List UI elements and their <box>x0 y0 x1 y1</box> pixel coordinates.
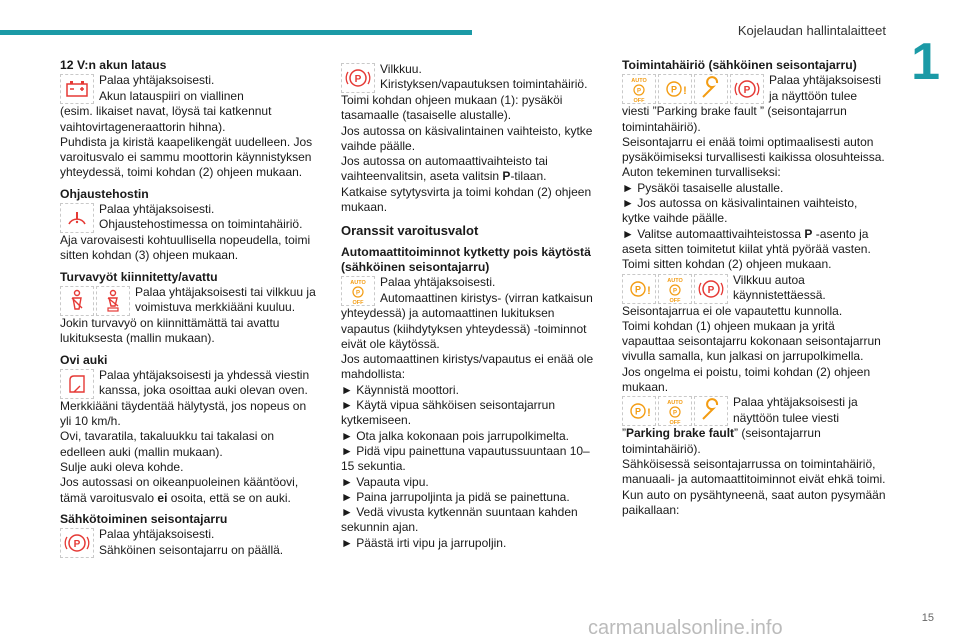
svg-text:P: P <box>634 406 642 417</box>
doors-icon-block <box>60 368 318 399</box>
column-2 <box>341 58 599 551</box>
svg-text:P: P <box>354 74 362 85</box>
auto-off-line-1: Vilkkuu autoa käynnistettäessä. <box>733 272 826 302</box>
svg-text:OFF: OFF <box>669 297 681 303</box>
auto-bullet-4: ► Pidä vipu painettuna vapautussuuntaan 10–15 sekuntia. <box>341 443 590 474</box>
epb-line-1: Palaa yhtäjaksoisesti. <box>99 527 215 542</box>
battery-line-1: Palaa yhtäjaksoisesti. <box>99 73 215 88</box>
svg-text:P: P <box>672 288 678 295</box>
doors-text-4: Jos autossasi on oikeanpuoleinen kääntöovi, tämä varoitusvalo ei osoita, että se on auki. <box>60 475 299 505</box>
parking-brake-icon <box>60 528 94 558</box>
svg-text:P: P <box>636 88 642 95</box>
section-title-belts: Turvavyöt kiinnitetty/avattu <box>60 269 218 284</box>
malf-text-3: Auton tekeminen turvalliseksi: <box>622 165 781 180</box>
malf-text-1: viesti ”Parking brake fault ” (seisontajarrun toimintahäiriö). <box>622 104 847 134</box>
svg-text:!: ! <box>683 85 687 98</box>
fault-line-1: Palaa yhtäjaksoisesti ja näyttöön tulee viesti <box>733 395 858 425</box>
epb-icon-block <box>60 527 318 558</box>
fault-icon-block <box>622 395 887 426</box>
svg-text:P: P <box>670 84 678 95</box>
auto-off-icon <box>658 396 692 426</box>
parking-brake-icon <box>694 274 728 304</box>
auto-icon-block <box>341 275 599 306</box>
header-bar <box>0 30 472 35</box>
brake-exclamation-icon <box>658 74 692 104</box>
svg-text:P: P <box>73 539 81 551</box>
epb-line-2: Sähköinen seisontajarru on päällä. <box>99 542 284 557</box>
chapter-number: 1 <box>911 33 940 91</box>
malf-text-6: ► Valitse automaattivaihteistossa P -asento ja aseta sitten toimitetut kiilat yhtä pyörää vasten. <box>622 226 871 256</box>
auto-text-1: yhteydessä) ja automaattinen lukituksen vapautus (kiihdytyksen yhteydessä) -toiminnot eivät ole käytössä. <box>341 306 587 351</box>
battery-line-2: Akun latauspiiri on viallinen <box>99 88 244 103</box>
steering-text-1: Aja varovaisesti kohtuullisella nopeudella, toimi sitten kohdan (3) ohjeen mukaan. <box>60 233 311 263</box>
svg-text:AUTO: AUTO <box>350 280 366 287</box>
auto-bullet-8: ► Päästä irti vipu ja jarrupoljin. <box>341 535 507 550</box>
auto-off-icon-block <box>622 273 887 304</box>
parking-brake-icon <box>341 63 375 93</box>
section-title-malfunction: Toimintahäiriö (sähköinen seisontajarru) <box>622 58 857 72</box>
svg-text:P: P <box>634 284 642 295</box>
auto-off-icon <box>622 74 656 104</box>
auto-off-text-1: Seisontajarrua ei ole vapautettu kunnolla. <box>622 303 843 318</box>
malf-icon-block <box>622 73 887 104</box>
blink-text-1: Toimi kohdan ohjeen mukaan (1): pysäköi tasamaalle (tasaiselle alustalle). <box>341 93 563 123</box>
doors-text-3: Sulje auki oleva kohde. <box>60 460 184 475</box>
brake-exclamation-icon <box>622 396 656 426</box>
malf-text-7: Toimi sitten kohdan (2) ohjeen mukaan. <box>622 257 832 272</box>
doors-text-2: Ovi, tavaratila, takaluukku tai takalasi on edelleen auki (mallin mukaan). <box>60 429 275 459</box>
section-title-steering: Ohjaustehostin <box>60 186 149 201</box>
auto-bullet-6: ► Paina jarrupoljinta ja pidä se painettuna. <box>341 489 570 504</box>
svg-text:!: ! <box>647 284 651 297</box>
watermark: carmanualsonline.info <box>588 617 783 639</box>
svg-text:OFF: OFF <box>633 98 645 104</box>
malf-text-2: Seisontajarru ei enää toimi optimaalisesti auton pysäköimiseksi turvallisesti kaikissa olosuhteissa. <box>622 134 885 165</box>
svg-text:P: P <box>672 410 678 417</box>
fault-text-1: Sähköisessä seisontajarrussa on toimintahäiriö, manuaali- ja automaattitoiminnot eivät ehkä toimi. <box>622 456 886 487</box>
seatbelt-icon <box>60 286 94 316</box>
svg-text:OFF: OFF <box>669 420 681 426</box>
auto-bullet-3: ► Ota jalka kokonaan pois jarrupolkimelta. <box>341 428 569 443</box>
auto-bullet-1: ► Käynnistä moottori. <box>341 382 459 397</box>
column-1 <box>60 58 318 558</box>
orange-lights-title: Oranssit varoitusvalot <box>341 223 479 239</box>
doors-text-1: Merkkiääni täydentää hälytystä, jos nopeus on yli 10 km/h. <box>60 398 307 429</box>
belts-line-1: Palaa yhtäjaksoisesti tai vilkkuu ja voimistuva merkkiääni kuuluu. <box>135 284 316 315</box>
auto-bullet-5: ► Vapauta vipu. <box>341 474 429 489</box>
malf-text-4: ► Pysäköi tasaiselle alustalle. <box>622 180 784 195</box>
auto-off-icon <box>341 276 375 306</box>
blink-text-4: Katkaise sytytysvirta ja toimi kohdan (2) ohjeen mukaan. <box>341 184 592 215</box>
auto-line-1: Palaa yhtäjaksoisesti. <box>380 275 496 290</box>
auto-off-text-2: Toimi kohdan (1) ohjeen mukaan ja yritä vapauttaa seisontajarru kokonaan seisontajarrun vivulla samalla, kun jalkasi on jarrupolkimella. <box>622 318 881 364</box>
blink-text-3: Jos autossa on automaattivaihteisto tai vaihteenvalitsin, aseta valitsin P-tilaan. <box>341 154 548 184</box>
steering-line-1: Palaa yhtäjaksoisesti. <box>99 202 215 217</box>
wrench-icon <box>694 396 728 426</box>
brake-exclamation-icon <box>622 274 656 304</box>
auto-off-text-3: Jos ongelma ei poistu, toimi kohdan (2) ohjeen mukaan. <box>622 364 871 395</box>
auto-off-icon <box>658 274 692 304</box>
auto-bullet-7: ► Vedä vivusta kytkennän suuntaan kahden sekunnin ajan. <box>341 505 578 535</box>
doors-line-1: Palaa yhtäjaksoisesti ja yhdessä viestin kanssa, joka osoittaa auki olevan oven. <box>99 367 310 398</box>
belts-icon-block <box>60 285 318 316</box>
battery-icon-block <box>60 73 318 104</box>
blink-line-2: Kiristyksen/vapautuksen toimintahäiriö. <box>380 77 588 92</box>
wrench-icon <box>694 74 728 104</box>
svg-text:OFF: OFF <box>352 300 364 306</box>
parking-brake-icon <box>730 74 764 104</box>
svg-text:P: P <box>355 290 361 297</box>
section-title-epb: Sähkötoiminen seisontajarru <box>60 511 228 526</box>
chapter-title: Kojelaudan hallintalaitteet <box>737 23 886 38</box>
svg-text:AUTO: AUTO <box>667 400 683 407</box>
battery-icon <box>60 74 94 104</box>
fault-text-2: Kun auto on pysähtyneenä, saat auton pysymään paikallaan: <box>622 487 886 517</box>
blink-text-2: Jos autossa on käsivalintainen vaihteisto, kytke vaihde päälle. <box>341 123 593 153</box>
svg-text:AUTO: AUTO <box>667 277 683 284</box>
svg-text:P: P <box>743 85 751 97</box>
fault-text-msg: ”Parking brake fault” (seisontajarrun toimintahäiriö). <box>622 426 821 456</box>
svg-text:P: P <box>707 284 715 296</box>
steering-warning-icon <box>60 203 94 233</box>
auto-text-2: Jos automaattinen kiristys/vapautus ei enää ole mahdollista: <box>341 352 594 382</box>
malf-text-5: ► Jos autossa on käsivalintainen vaihteisto, kytke vaihde päälle. <box>622 196 858 226</box>
belts-text-1: Jokin turvavyö on kiinnittämättä tai avattu lukituksesta (mallin mukaan). <box>60 315 280 346</box>
svg-text:AUTO: AUTO <box>631 78 647 85</box>
steering-icon-block <box>60 202 318 233</box>
malf-line-1: Palaa yhtäjaksoisesti ja näyttöön tulee <box>769 73 882 103</box>
section-title-battery: 12 V:n akun lataus <box>60 58 167 72</box>
door-open-icon <box>60 369 94 399</box>
battery-text-2: Puhdista ja kiristä kaapelikengät uudelleen. Jos varoitusvalo ei sammu moottorin käynnistyksen yhteydessä, toimi kohdan (2) ohjeen mukaan. <box>60 134 313 180</box>
auto-line-2: Automaattinen kiristys- (virran katkaisun <box>380 290 593 305</box>
blink-icon-block <box>341 62 599 93</box>
seatbelt-rear-icon <box>96 286 130 316</box>
section-title-auto: Automaattitoiminnot kytketty pois käytöstä (sähköinen seisontajarru) <box>341 244 591 274</box>
auto-bullet-2: ► Käytä vipua sähköisen seisontajarrun kytkemiseen. <box>341 398 555 428</box>
svg-text:!: ! <box>647 407 651 420</box>
steering-line-2: Ohjaustehostimessa on toimintahäiriö. <box>99 217 303 232</box>
column-3 <box>622 58 887 518</box>
battery-text-1: (esim. likaiset navat, löysä tai katkennut vaihtovirtageneraattorin hihna). <box>60 104 272 134</box>
page-number: 15 <box>921 612 934 624</box>
blink-line-1: Vilkkuu. <box>380 62 422 76</box>
section-title-doors: Ovi auki <box>60 352 108 367</box>
